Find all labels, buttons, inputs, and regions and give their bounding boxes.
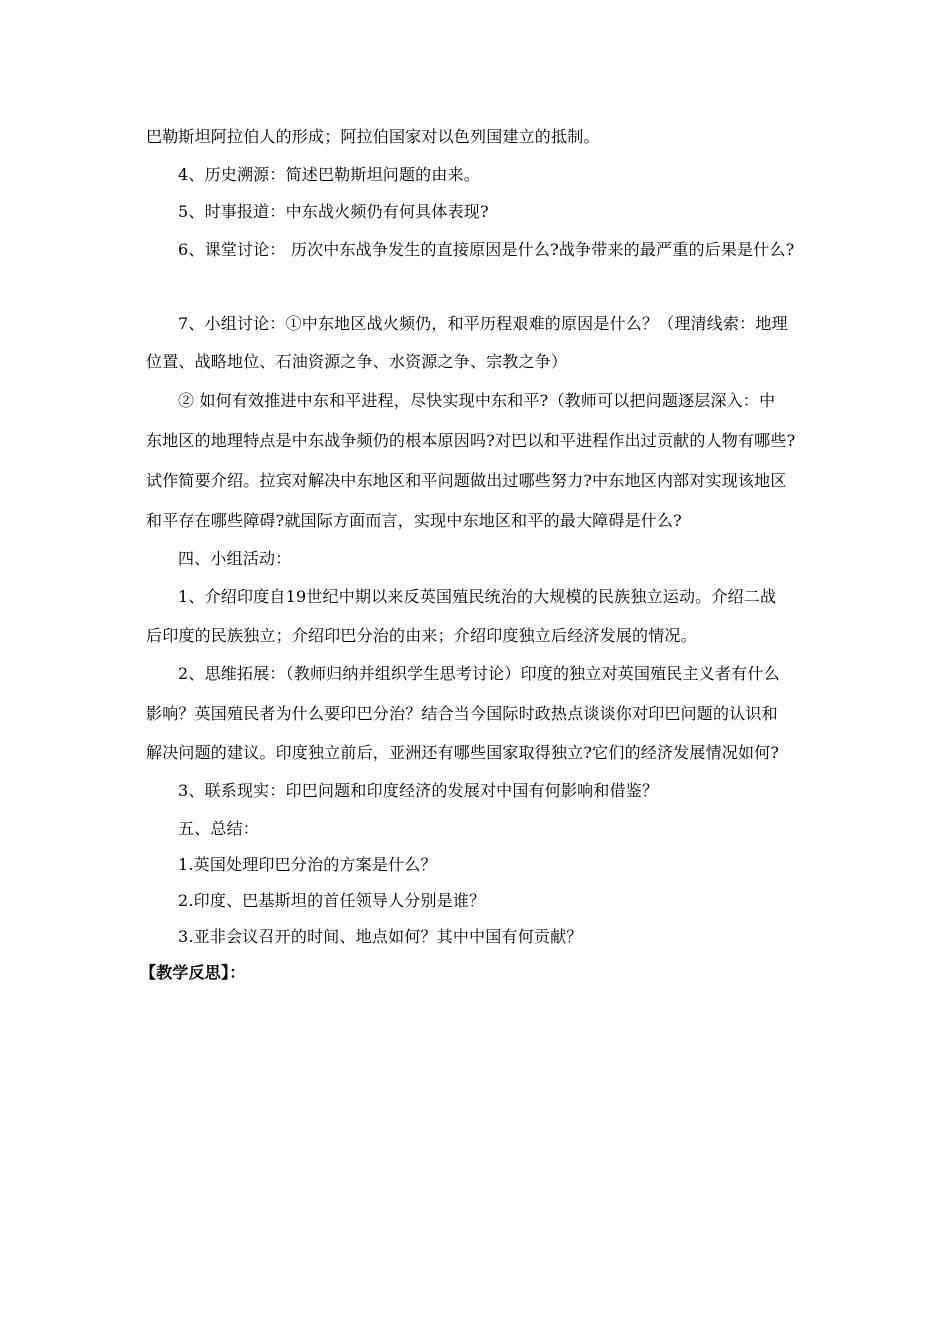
activity-item-2: 2、思维拓展：（教师归纳并组织学生思考讨论）印度的独立对英国殖民主义者有什么: [178, 664, 780, 683]
summary-item-1: 1.英国处理印巴分治的方案是什么？: [178, 855, 437, 874]
activity-item-3: 3、联系现实：印巴问题和印度经济的发展对中国有何影响和借鉴？: [178, 781, 659, 800]
paragraph-line: 和平存在哪些障碍?就国际方面而言，实现中东地区和平的最大障碍是什么?: [146, 511, 682, 530]
paragraph-line: 解决问题的建议。印度独立前后，亚洲还有哪些国家取得独立?它们的经济发展情况如何?: [146, 743, 780, 762]
paragraph-line: 巴勒斯坦阿拉伯人的形成；阿拉伯国家对以色列国建立的抵制。: [146, 127, 600, 146]
item-4-historical-origin: 4、历史溯源：简述巴勒斯坦问题的由来。: [178, 165, 480, 184]
paragraph-line: 位置、战略地位、石油资源之争、水资源之争、宗教之争）: [146, 352, 568, 371]
section-heading-summary: 五、总结：: [178, 819, 260, 838]
item-7-group-discussion: 7、小组讨论：①中东地区战火频仍，和平历程艰难的原因是什么？（理清线索：地理: [178, 314, 788, 333]
summary-item-3: 3.亚非会议召开的时间、地点如何？其中中国有何贡献？: [178, 927, 583, 946]
item-6-class-discussion: 6、课堂讨论： 历次中东战争发生的直接原因是什么?战争带来的最严重的后果是什么?: [178, 240, 795, 259]
section-heading-group-activity: 四、小组活动：: [178, 549, 292, 568]
paragraph-line: 后印度的民族独立；介绍印巴分治的由来；介绍印度独立后经济发展的情况。: [146, 626, 697, 645]
paragraph-line: 试作简要介绍。拉宾对解决中东地区和平问题做出过哪些努力?中东地区内部对实现该地区: [146, 471, 787, 490]
paragraph-line: 影响？英国殖民者为什么要印巴分治？结合当今国际时政热点谈谈你对印巴问题的认识和: [146, 704, 778, 723]
teaching-reflection-heading: 【教学反思】：: [140, 963, 246, 982]
activity-item-1: 1、介绍印度自19世纪中期以来反英国殖民统治的大规模的民族独立运动。介绍二战: [178, 587, 777, 606]
paragraph-line: 东地区的地理特点是中东战争频仍的根本原因吗?对巴以和平进程作出过贡献的人物有哪些?: [146, 431, 796, 450]
item-7-sub-2: ② 如何有效推进中东和平进程，尽快实现中东和平?（教师可以把问题逐层深入：中: [178, 391, 776, 410]
summary-item-2: 2.印度、巴基斯坦的首任领导人分别是谁？: [178, 891, 486, 910]
item-5-current-news: 5、时事报道：中东战火频仍有何具体表现?: [178, 202, 489, 221]
